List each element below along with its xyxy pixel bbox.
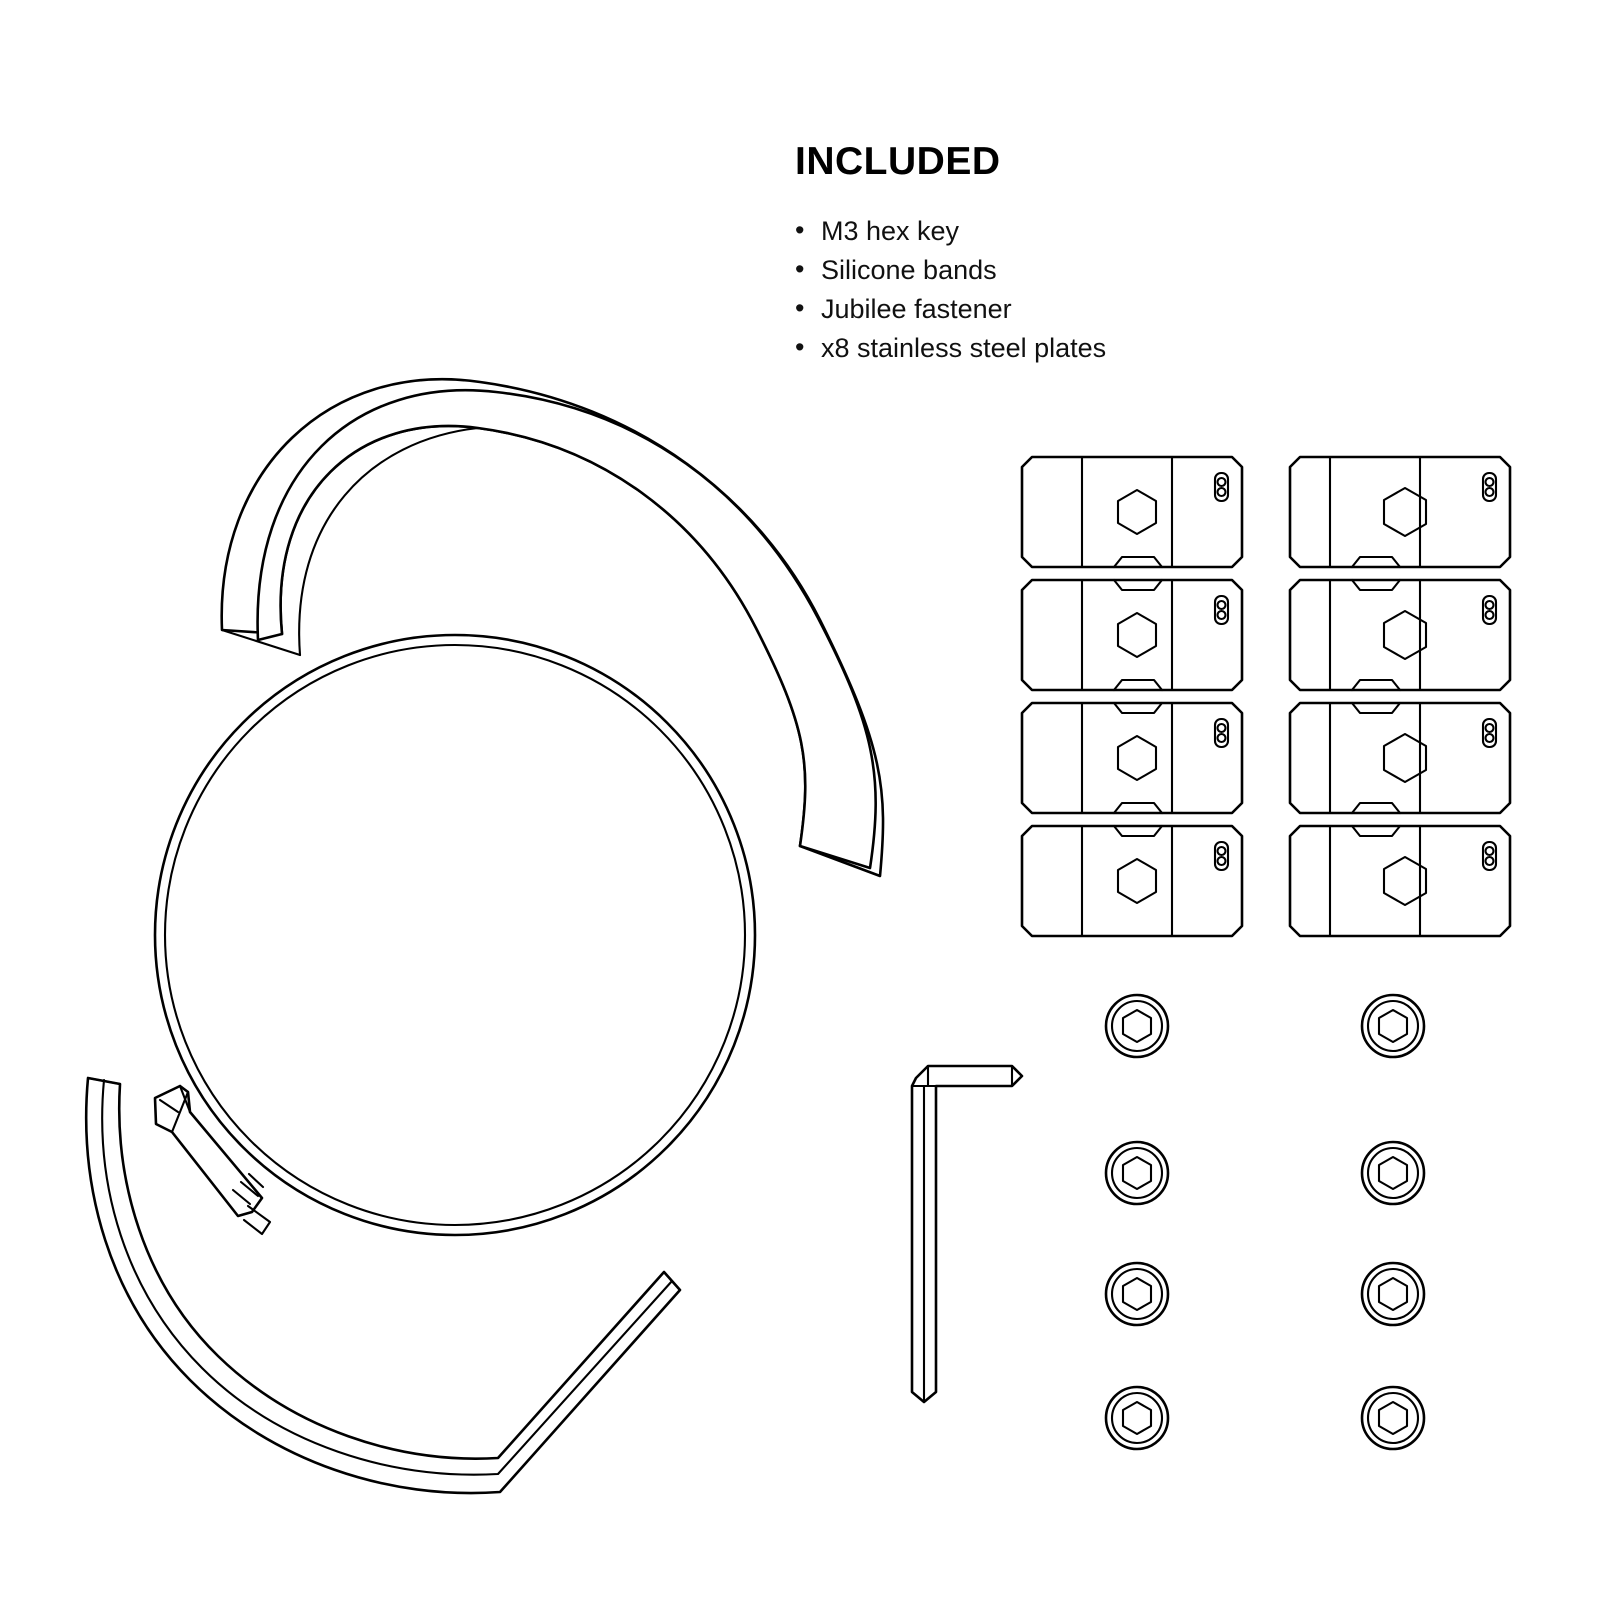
- stainless-steel-plate: [1290, 457, 1510, 567]
- m3-hex-key: [912, 1066, 1022, 1402]
- list-item: • M3 hex key: [795, 212, 1355, 251]
- hex-socket-screw: [1362, 1387, 1424, 1449]
- stainless-steel-plate: [1022, 457, 1242, 567]
- list-item: • Jubilee fastener: [795, 290, 1355, 329]
- stainless-steel-plate: [1290, 826, 1510, 936]
- stainless-steel-plate: [1022, 826, 1242, 936]
- stainless-steel-plate: [1022, 703, 1242, 813]
- stainless-steel-plate: [1022, 580, 1242, 690]
- hex-socket-screw: [1106, 995, 1168, 1057]
- stainless-steel-plate: [1290, 580, 1510, 690]
- hex-socket-screw: [1362, 1142, 1424, 1204]
- hex-socket-screw: [1106, 1387, 1168, 1449]
- jubilee-fastener-band: [155, 635, 755, 1235]
- hex-socket-screw: [1362, 995, 1424, 1057]
- hex-socket-screw: [1106, 1142, 1168, 1204]
- hex-socket-screw: [1106, 1263, 1168, 1325]
- page-title: INCLUDED: [795, 140, 1001, 183]
- list-item: • x8 stainless steel plates: [795, 329, 1355, 368]
- list-item: • Silicone bands: [795, 251, 1355, 290]
- stainless-steel-plate: [1290, 703, 1510, 813]
- hex-socket-screw: [1362, 1263, 1424, 1325]
